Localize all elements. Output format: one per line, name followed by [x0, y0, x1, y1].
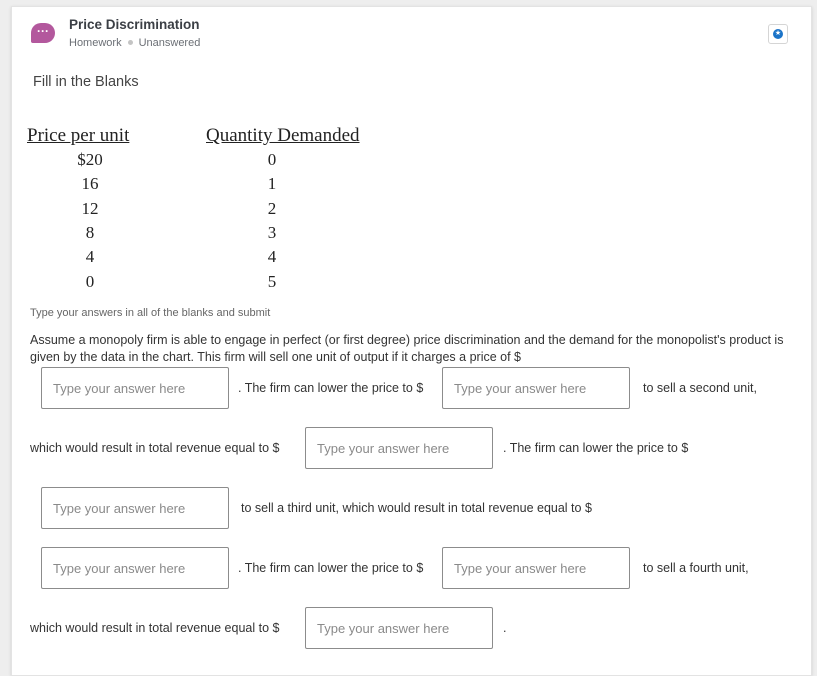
question-text-segment: which would result in total revenue equal to $	[30, 621, 280, 635]
question-status: Unanswered	[138, 37, 201, 49]
price-cell: 16	[81, 174, 99, 193]
question-text-segment: which would result in total revenue equal to $	[30, 441, 280, 455]
price-cell: 8	[85, 223, 95, 242]
instructions-text: Type your answers in all of the blanks and submit	[30, 307, 271, 319]
section-title: Fill in the Blanks	[33, 74, 139, 90]
blank-7-input[interactable]	[305, 607, 493, 649]
question-text-segment: to sell a third unit, which would result in total revenue equal to $	[241, 501, 592, 515]
quantity-cell: 3	[267, 223, 277, 242]
price-column-header: Price per unit	[27, 125, 130, 146]
price-cell: $20	[77, 150, 103, 169]
question-text-segment: . The firm can lower the price to $	[238, 381, 424, 395]
bookmark-icon: ★	[774, 30, 782, 37]
price-cell: 4	[85, 247, 95, 266]
blank-3-input[interactable]	[305, 427, 493, 469]
quantity-column-header: Quantity Demanded	[206, 125, 360, 146]
question-text-segment: . The firm can lower the price to $	[503, 441, 689, 455]
bookmark-button[interactable]	[768, 24, 788, 44]
price-cell: 12	[81, 199, 99, 218]
blank-2-input[interactable]	[442, 367, 630, 409]
question-type: Homework	[69, 37, 122, 49]
blank-6-input[interactable]	[442, 547, 630, 589]
quantity-cell: 5	[267, 272, 277, 291]
question-title: Price Discrimination	[69, 17, 200, 32]
price-cell: 0	[85, 272, 95, 291]
quantity-cell: 0	[267, 150, 277, 169]
blank-4-input[interactable]	[41, 487, 229, 529]
question-text-segment: to sell a second unit,	[643, 381, 757, 395]
quantity-cell: 1	[267, 174, 277, 193]
question-meta	[69, 37, 200, 49]
blank-5-input[interactable]	[41, 547, 229, 589]
question-intro: Assume a monopoly firm is able to engage in perfect (or first degree) price discrimination and the demand for the monopolist's product is given by the data in the chart. This firm will sell one unit of output if it charges a price of $	[30, 333, 784, 364]
question-text-segment: .	[503, 621, 507, 635]
separator-dot	[128, 40, 133, 45]
quantity-cell: 2	[267, 199, 277, 218]
blank-1-input[interactable]	[41, 367, 229, 409]
chat-bubble-icon: ···	[31, 23, 55, 43]
question-text-segment: . The firm can lower the price to $	[238, 561, 424, 575]
quantity-cell: 4	[267, 247, 277, 266]
question-text-segment: to sell a fourth unit,	[643, 561, 749, 575]
